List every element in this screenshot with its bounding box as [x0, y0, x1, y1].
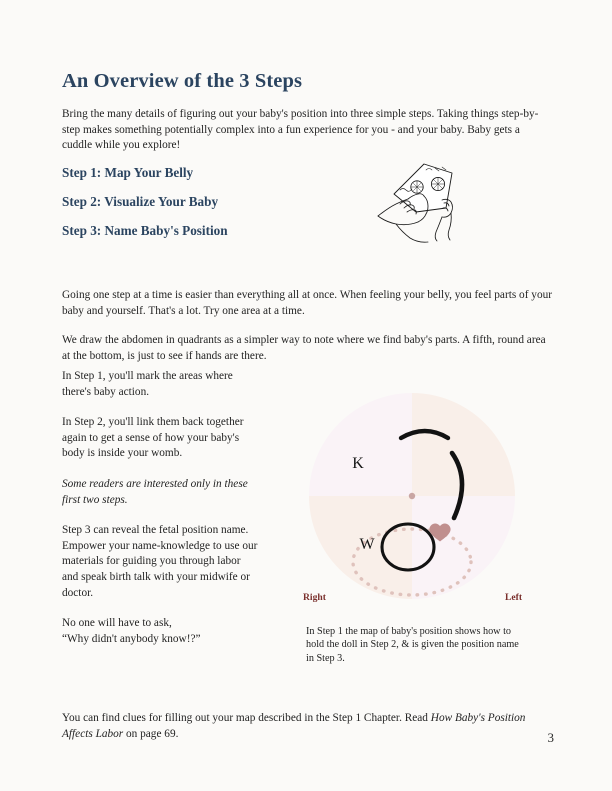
- diagram-caption: In Step 1 the map of baby's position shows how to hold the doll in Step 2, & is given the position name in Step 3.: [306, 626, 519, 664]
- paragraph-step-3-detail: Step 3 can reveal the fetal position name. Empower your name-knowledge to use our materials for guiding you through labor and speak birth talk with your midwife or doctor.: [62, 524, 258, 599]
- paragraph-italic-note: Some readers are interested only in these first two steps.: [62, 477, 248, 506]
- paragraph-question: [62, 616, 258, 647]
- intro-paragraph: Bring the many details of figuring out your baby's position into three simple steps. Taking things step-by-step makes something potentially complex into a fun experience for you - and your baby. Baby gets a cuddle while you explore!: [62, 108, 539, 151]
- closing-read-suffix: on page 69.: [123, 727, 179, 740]
- step-heading-3: Step 3: Name Baby's Position: [62, 223, 228, 238]
- paragraph-step-2-detail: In Step 2, you'll link them back together again to get a sense of how your baby's body is inside your womb.: [62, 416, 244, 460]
- paragraph-one-step-at-a-time: Going one step at a time is easier than everything all at once. When feeling your belly, you feel parts of your baby and yourself. That's a lot. Try one area at a time.: [62, 289, 553, 317]
- step-heading-1: Step 1: Map Your Belly: [62, 165, 194, 180]
- steps-list: [62, 165, 322, 252]
- page-number: 3: [547, 730, 554, 745]
- hands-holding-map-illustration: [338, 160, 462, 244]
- closing-read-prefix: Read: [404, 712, 431, 725]
- paragraph-step-1-detail: In Step 1, you'll mark the areas where there's baby action.: [62, 370, 233, 398]
- closing-line-1: You can find clues for filling out your map described in the Step 1 Chapter.: [62, 712, 402, 725]
- diagram-label-right: Right: [303, 592, 326, 603]
- closing-paragraph: [62, 711, 552, 742]
- referenced-book-title: How Baby's Position Affects Labor: [62, 712, 526, 740]
- center-dot: [409, 493, 415, 499]
- diagram-label-left: Left: [505, 592, 523, 603]
- left-text-column: [62, 369, 258, 662]
- quadrant-mark-W: W: [359, 536, 375, 553]
- question-line-1: No one will have to ask,: [62, 617, 172, 630]
- question-line-2: “Why didn't anybody know!?”: [62, 632, 201, 645]
- paragraph-quadrants: We draw the abdomen in quadrants as a simpler way to note where we find baby's parts. A fifth, round area at the bottom, is just to see if hands are there.: [62, 334, 546, 362]
- page-title: An Overview of the 3 Steps: [62, 69, 303, 92]
- belly-map-diagram: [288, 392, 536, 607]
- step-heading-2: Step 2: Visualize Your Baby: [62, 194, 219, 209]
- quadrant-mark-K: K: [352, 455, 364, 472]
